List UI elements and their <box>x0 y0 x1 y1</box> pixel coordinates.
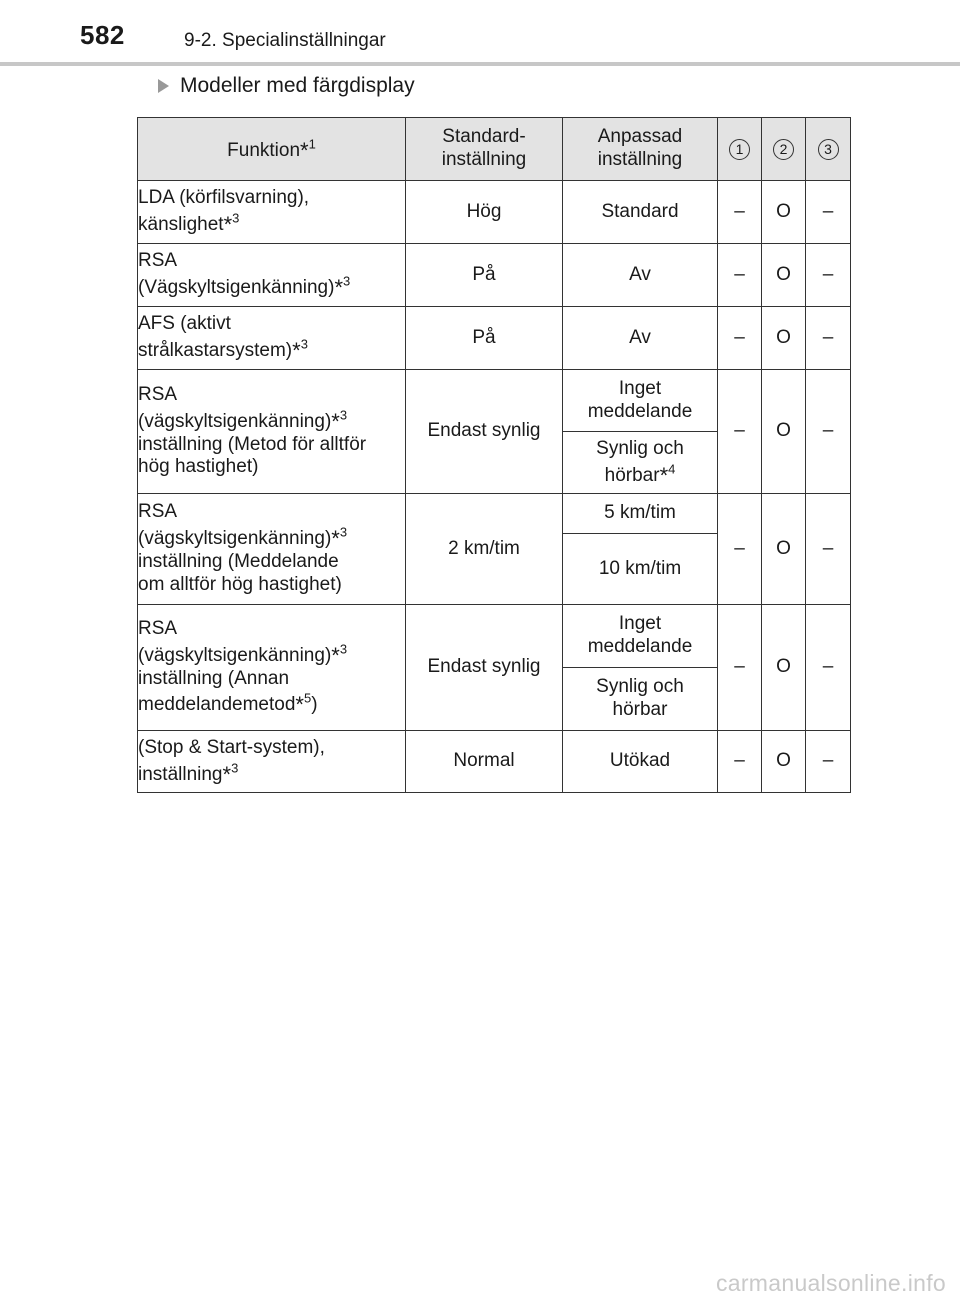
circled-number: 3 <box>818 139 839 160</box>
footnote-number: 5 <box>303 690 312 706</box>
footnote-star: * <box>659 462 669 488</box>
subheading <box>158 74 415 98</box>
footnote-number: 1 <box>308 136 316 152</box>
footnote-number: 3 <box>300 336 308 352</box>
col3-cell: – <box>806 370 851 494</box>
col2-cell: O <box>762 244 806 307</box>
col1-cell: – <box>718 370 762 494</box>
function-cell <box>138 605 406 731</box>
function-cell <box>138 307 406 370</box>
custom-cell: Av <box>563 307 718 370</box>
default-cell: På <box>406 307 563 370</box>
custom-option: Inget meddelande <box>587 377 693 422</box>
header-default-label: Standard- inställning <box>441 126 527 170</box>
function-label-end: ) <box>311 694 318 716</box>
footnote-number: 3 <box>339 524 348 540</box>
function-label: AFS (aktivt strålkastarsystem) <box>138 313 293 361</box>
header-custom <box>563 118 718 181</box>
footnote-number: 3 <box>343 273 351 289</box>
section-title: 9-2. Specialinställningar <box>184 30 386 51</box>
footnote-star: * <box>300 137 309 163</box>
function-label-cont: inställning (Annan meddelandemetod <box>138 667 296 716</box>
function-cell <box>138 181 406 244</box>
header-function <box>138 118 406 181</box>
default-cell: Endast synlig <box>406 370 563 494</box>
footnote-star: * <box>331 408 340 434</box>
col1-cell: – <box>718 244 762 307</box>
footnote-star: * <box>334 275 344 300</box>
col3-cell: – <box>806 605 851 731</box>
footnote-star: * <box>331 526 340 552</box>
footnote-star: * <box>223 212 233 237</box>
function-label: LDA (körfilsvarning), känslighet <box>138 187 310 235</box>
function-label: RSA (vägskyltsigenkänning) <box>138 617 332 666</box>
default-cell: Endast synlig <box>406 605 563 731</box>
default-cell: Normal <box>406 731 563 793</box>
footnote-star: * <box>222 761 232 787</box>
col1-cell: – <box>718 731 762 793</box>
function-label-cont: inställning (Metod för alltför hög hastighet) <box>138 433 367 478</box>
function-cell <box>138 494 406 605</box>
default-cell: På <box>406 244 563 307</box>
footnote-number: 3 <box>232 210 240 226</box>
custom-option: Synlig och hörbar <box>596 676 684 720</box>
watermark: carmanualsonline.info <box>715 1270 946 1296</box>
function-label-cont: inställning (Meddelande om alltför hög hastighet) <box>138 551 342 595</box>
triangle-bullet-icon <box>158 79 169 93</box>
header-col2 <box>762 118 806 181</box>
col2-cell: O <box>762 307 806 370</box>
function-cell <box>138 731 406 793</box>
col3-cell: – <box>806 181 851 244</box>
footnote-number: 4 <box>668 461 676 477</box>
table-row <box>138 370 851 432</box>
custom-cell: Utökad <box>563 731 718 793</box>
col3-cell: – <box>806 307 851 370</box>
function-label: RSA (Vägskyltsigenkänning) <box>138 250 335 298</box>
header-col1 <box>718 118 762 181</box>
col2-cell: O <box>762 731 806 793</box>
function-cell <box>138 370 406 494</box>
col2-cell: O <box>762 605 806 731</box>
table-row <box>138 307 851 370</box>
settings-table <box>137 117 851 793</box>
header-col3 <box>806 118 851 181</box>
header-default <box>406 118 563 181</box>
custom-cell: 5 km/tim <box>563 494 718 534</box>
header-custom-label: Anpassad inställning <box>597 126 683 170</box>
function-label: RSA (vägskyltsigenkänning) <box>138 501 332 550</box>
footnote-number: 3 <box>339 641 348 657</box>
col3-cell: – <box>806 494 851 605</box>
col2-cell: O <box>762 181 806 244</box>
custom-cell <box>563 605 718 668</box>
custom-cell <box>563 370 718 432</box>
footnote-star: * <box>331 642 340 668</box>
function-label: (Stop & Start-system), inställning <box>138 736 325 785</box>
default-cell: Hög <box>406 181 563 244</box>
function-cell <box>138 244 406 307</box>
header-function-label: Funktion <box>227 139 301 161</box>
circled-number: 1 <box>729 139 750 160</box>
default-cell: 2 km/tim <box>406 494 563 605</box>
custom-option: Synlig och hörbar <box>596 437 684 486</box>
custom-cell <box>563 432 718 494</box>
col2-cell: O <box>762 370 806 494</box>
custom-cell: 10 km/tim <box>563 534 718 605</box>
footnote-number: 3 <box>231 760 239 776</box>
custom-cell: Av <box>563 244 718 307</box>
table-row <box>138 605 851 668</box>
page-number: 582 <box>80 20 125 50</box>
footnote-star: * <box>295 692 304 718</box>
circled-number: 2 <box>773 139 794 160</box>
col1-cell: – <box>718 307 762 370</box>
subheading-text: Modeller med färgdisplay <box>180 74 415 97</box>
col3-cell: – <box>806 244 851 307</box>
table-header-row <box>138 118 851 181</box>
custom-cell <box>563 668 718 731</box>
col2-cell: O <box>762 494 806 605</box>
footnote-number: 3 <box>339 407 348 423</box>
custom-cell: Standard <box>563 181 718 244</box>
col1-cell: – <box>718 494 762 605</box>
custom-option: Inget meddelande <box>587 613 693 657</box>
col1-cell: – <box>718 605 762 731</box>
col3-cell: – <box>806 731 851 793</box>
header-rule <box>0 62 960 66</box>
function-label: RSA (vägskyltsigenkänning) <box>138 383 332 432</box>
footnote-star: * <box>292 338 301 363</box>
table-row <box>138 494 851 534</box>
table-row <box>138 731 851 793</box>
table-row <box>138 244 851 307</box>
table-row <box>138 181 851 244</box>
col1-cell: – <box>718 181 762 244</box>
